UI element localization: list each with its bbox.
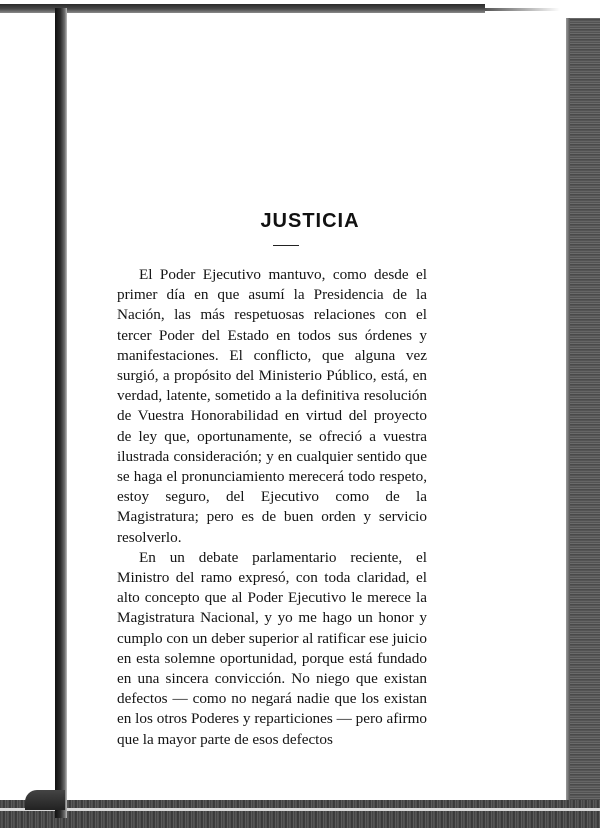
scan-bottom-edge: [0, 800, 600, 828]
page-title: JUSTICIA: [260, 210, 360, 232]
scan-binding-foot: [25, 790, 65, 810]
scan-top-shadow: [0, 4, 485, 13]
scan-top-shadow-fade: [485, 8, 560, 11]
body-text: [117, 265, 427, 750]
scan-binding-shadow: [55, 8, 67, 818]
paragraph-1: El Poder Ejecutivo mantuvo, como desde el primer día en que asumí la Presidencia de la Nación, las más respetuosas relaciones con el tercer Poder del Estado en todos sus órdenes y manifestaciones. El conflicto, que alguna vez surgió, a propósito del Ministerio Público, está, en verdad, latente, sometido a la definitiva resolución de Vuestra Honorabilidad en virtud del proyecto de ley que, oportunamente, se ofreció a vuestra ilustrada consideración; y en cualquier sentido que se haga el pronunciamiento merecerá todo respeto, estoy seguro, del Ejecutivo como de la Magistratura; pero es de buen orden y servicio resolverlo.: [117, 266, 427, 546]
title-divider: [273, 245, 299, 246]
scan-right-edge: [566, 18, 600, 828]
paragraph-2: En un debate parlamentario reciente, el Ministro del ramo expresó, con toda claridad, el alto concepto que al Poder Ejecutivo le merece la Magistratura Nacional, y yo me hago un honor y cumplo con un deber superior al ratificar ese juicio en esta solemne oportunidad, porque está fundado en una sincera convicción. No niego que existan defectos — como no negará nadie que los existan en los otros Poderes y reparticiones — pero afirmo que la mayor parte de esos defectos: [117, 548, 427, 748]
scan-bottom-highlight: [0, 808, 600, 811]
scan-right-edge-inner: [566, 18, 570, 808]
